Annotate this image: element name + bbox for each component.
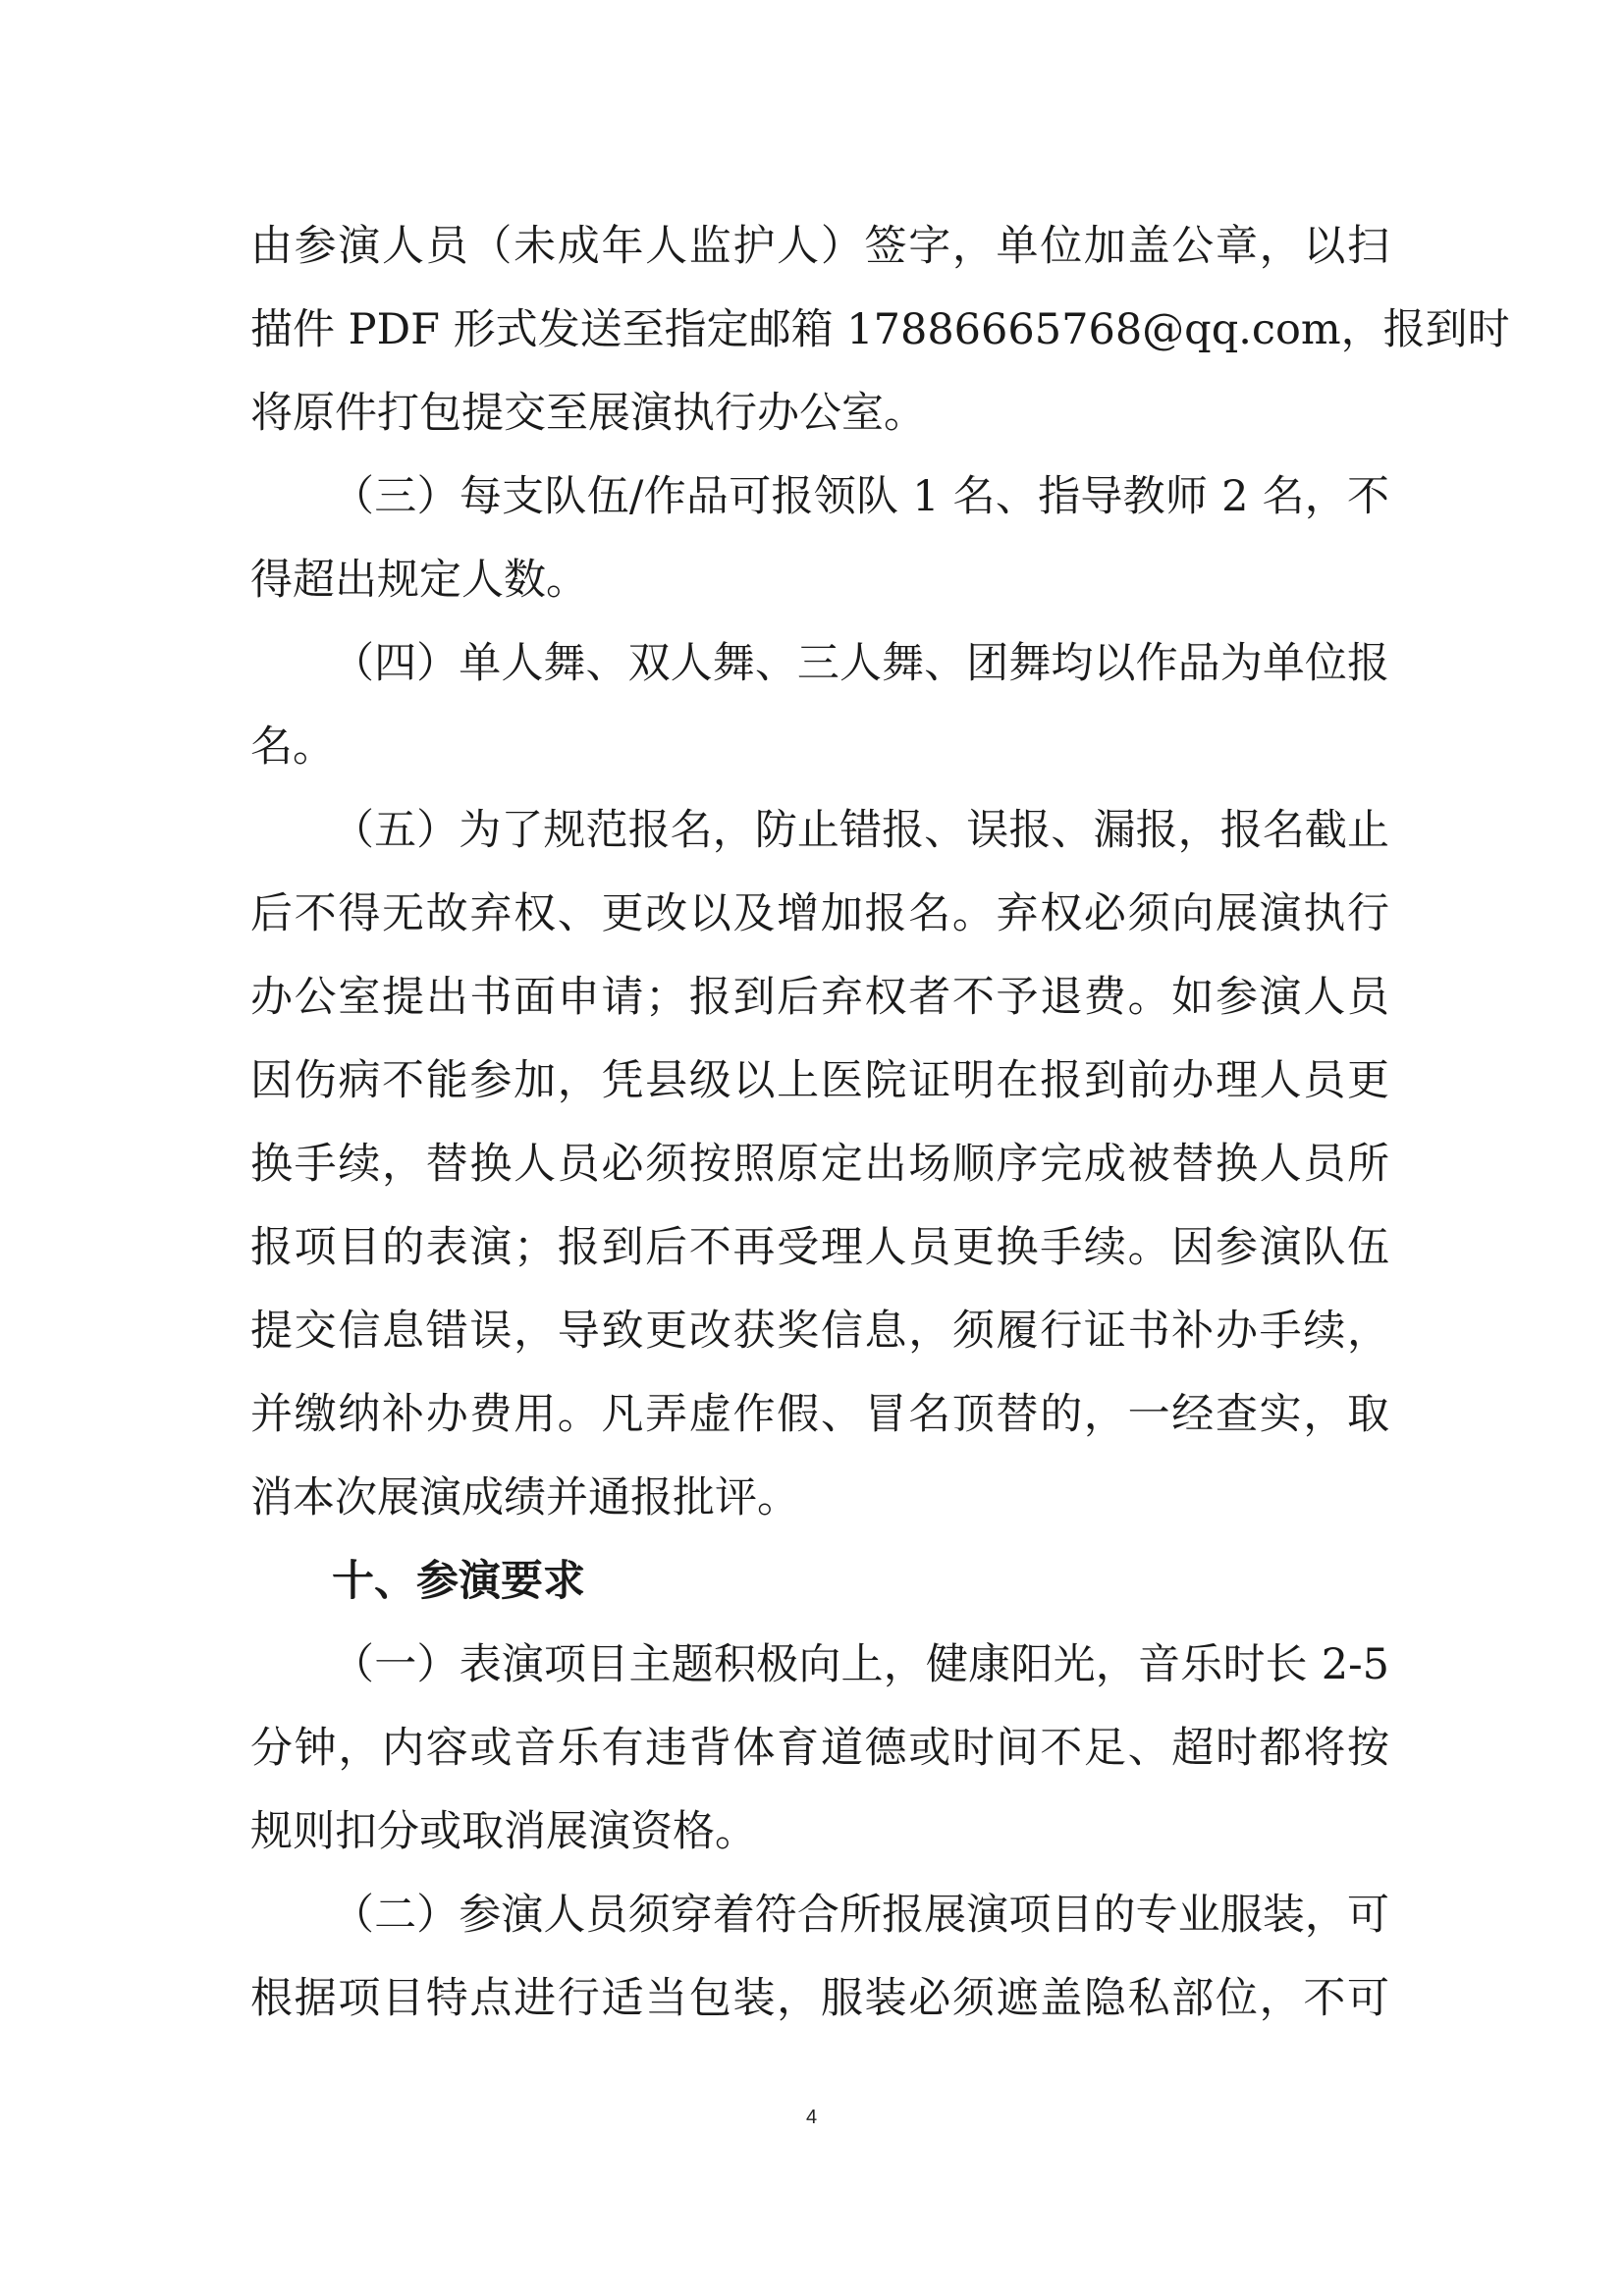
body-line: 办公室提出书面申请；报到后弃权者不予退费。如参演人员 bbox=[250, 973, 1389, 1022]
body-line: 提交信息错误，导致更改获奖信息，须履行证书补办手续， bbox=[250, 1307, 1389, 1356]
page-number: 4 bbox=[805, 2107, 818, 2128]
body-line: 规则扣分或取消展演资格。 bbox=[250, 1807, 757, 1856]
paragraph-line: （四）单人舞、双人舞、三人舞、团舞均以作品为单位报 bbox=[332, 639, 1389, 688]
body-line: 分钟，内容或音乐有违背体育道德或时间不足、超时都将按 bbox=[250, 1724, 1389, 1773]
body-line: 消本次展演成绩并通报批评。 bbox=[250, 1473, 799, 1522]
body-line: 名。 bbox=[250, 722, 335, 772]
body-line: 因伤病不能参加，凭县级以上医院证明在报到前办理人员更 bbox=[250, 1056, 1389, 1105]
paragraph-line: （二）参演人员须穿着符合所报展演项目的专业服装，可 bbox=[332, 1891, 1389, 1940]
body-line: 描件 PDF 形式发送至指定邮箱 17886665768@qq.com，报到时 bbox=[250, 305, 1510, 354]
paragraph-line: （五）为了规范报名，防止错报、误报、漏报，报名截止 bbox=[332, 806, 1389, 855]
section-heading: 十、参演要求 bbox=[332, 1557, 585, 1606]
paragraph-line: （三）每支队伍/作品可报领队 1 名、指导教师 2 名，不 bbox=[332, 472, 1389, 521]
body-line: 报项目的表演；报到后不再受理人员更换手续。因参演队伍 bbox=[250, 1223, 1389, 1272]
body-line: 换手续，替换人员必须按照原定出场顺序完成被替换人员所 bbox=[250, 1140, 1389, 1189]
body-line: 由参演人员（未成年人监护人）签字，单位加盖公章，以扫 bbox=[250, 222, 1389, 271]
body-line: 根据项目特点进行适当包装，服装必须遮盖隐私部位，不可 bbox=[250, 1974, 1389, 2023]
body-line: 并缴纳补办费用。凡弄虚作假、冒名顶替的，一经查实，取 bbox=[250, 1390, 1389, 1439]
body-line: 将原件打包提交至展演执行办公室。 bbox=[250, 389, 926, 438]
body-line: 后不得无故弃权、更改以及增加报名。弃权必须向展演执行 bbox=[250, 889, 1389, 938]
paragraph-line: （一）表演项目主题积极向上，健康阳光，音乐时长 2-5 bbox=[332, 1640, 1389, 1689]
body-line: 得超出规定人数。 bbox=[250, 556, 588, 605]
